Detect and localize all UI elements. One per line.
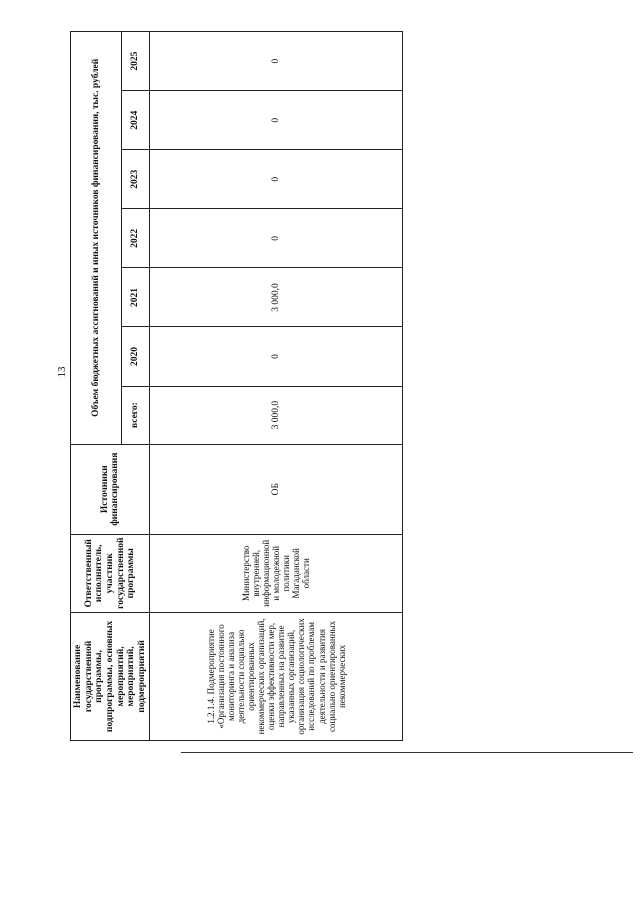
row-source: ОБ bbox=[150, 444, 403, 534]
row-value: 3 000,0 bbox=[150, 268, 403, 327]
header-name: Наименование государственной программы, подпрограммы, основных мероприятий, мероприятий, подмероприятий bbox=[71, 612, 150, 740]
row-value: 0 bbox=[150, 150, 403, 209]
header-year: 2020 bbox=[121, 327, 150, 386]
horizontal-rule bbox=[181, 752, 633, 753]
header-year: 2021 bbox=[121, 268, 150, 327]
page-number: 13 bbox=[56, 366, 68, 378]
row-name: 1.2.1.4. Подмероприятие «Организация постоянного мониторинга и анализа деятельности социально ориентированных некоммерческих организаций, оценки эффективности мер, направленных на развитие указанных организаций, организация социологических исследований по проблемам деятельности и развития социально ориентированных некоммерческих bbox=[150, 612, 403, 740]
header-total: всего: bbox=[121, 386, 150, 444]
row-value: 0 bbox=[150, 327, 403, 386]
header-year: 2023 bbox=[121, 150, 150, 209]
table-row bbox=[150, 32, 403, 741]
row-executor: Министерство внутренней, информационной и молодежной политики Магаданской области bbox=[150, 534, 403, 612]
header-year: 2025 bbox=[121, 32, 150, 91]
row-value: 0 bbox=[150, 209, 403, 268]
header-funding: Объем бюджетных ассигнований и иных источников финансирования, тыс. рублей bbox=[71, 32, 122, 445]
row-value: 0 bbox=[150, 32, 403, 91]
funding-table bbox=[70, 31, 403, 741]
header-source: Источники финансирования bbox=[71, 444, 150, 534]
header-executor: Ответственный исполнитель, участник государственной программы bbox=[71, 534, 150, 612]
header-year: 2024 bbox=[121, 91, 150, 150]
rotated-table-area bbox=[70, 31, 403, 741]
header-year: 2022 bbox=[121, 209, 150, 268]
row-total: 3 000,0 bbox=[150, 386, 403, 444]
row-value: 0 bbox=[150, 91, 403, 150]
